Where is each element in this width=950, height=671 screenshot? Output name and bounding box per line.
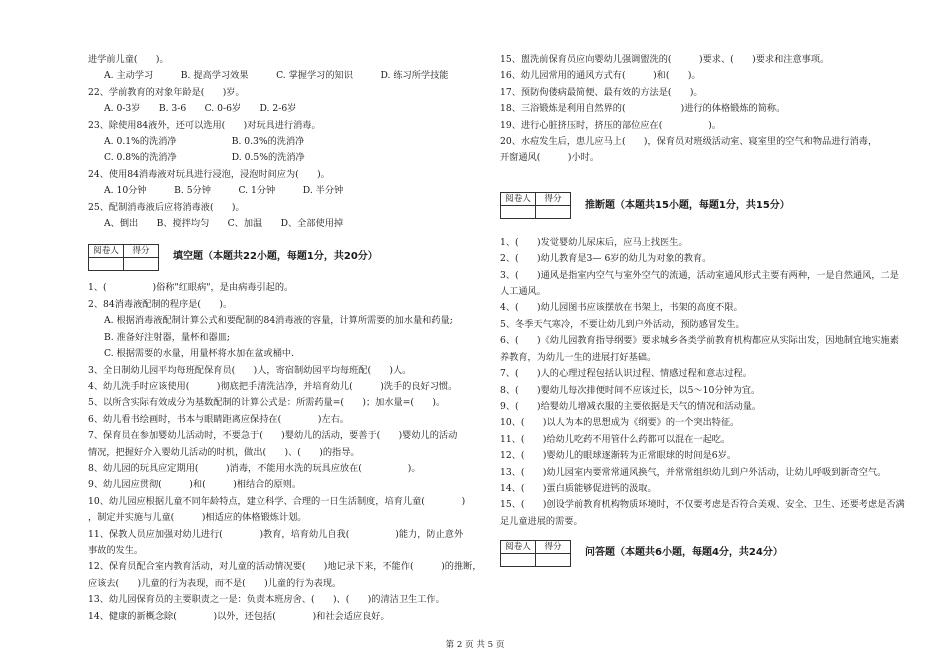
- question-line: 20、水痘发生后，患儿应马上( )，保育员对班级活动室、寝室里的空气和物品进行消毒，: [500, 136, 878, 148]
- reviewer-label: 阅卷人: [501, 193, 536, 206]
- question-line: 4、( )幼儿园图书应该摆放在书架上，书架的高度不限。: [500, 302, 743, 314]
- question-line: ，制定并实施与儿童( )相适应的体格锻炼计划。: [88, 512, 307, 524]
- question-line: 进学前儿童( )。: [88, 54, 169, 65]
- question-line: 8、幼儿园的玩具应定期用( )消毒，不能用水洗的玩具应放在( )。: [88, 462, 421, 474]
- question-line: B. 准备好注射器，量杯和器皿;: [104, 331, 230, 343]
- question-line: 情况，把握好介入婴幼儿活动的时机，做出( )、( )的指导。: [88, 446, 360, 458]
- question-line: 14、健康的新概念除( )以外，还包括( )和社会适应良好。: [88, 610, 390, 622]
- judge-section-header: [500, 191, 905, 221]
- question-line: 7、( )人的心理过程包括认识过程、情感过程和意志过程。: [500, 368, 752, 380]
- page-footer: 第 2 页 共 5 页: [445, 640, 505, 650]
- question-line: 6、幼儿看书绘画时，书本与眼睛距离应保持在( )左右。: [88, 413, 350, 425]
- question-line: 25、配制消毒液后应将消毒液( )。: [88, 201, 245, 213]
- question-line: C. 0.8%的洗消净 D. 0.5%的洗消净: [104, 152, 305, 164]
- score-cell: [536, 206, 571, 219]
- question-line: 3、( )通风是指室内空气与室外空气的流通，活动室通风形式主要有两种，一是自然通风，二是人工通风。: [500, 269, 899, 298]
- question-line: C. 根据需要的水量，用量杯将水加在盆或桶中.: [104, 348, 295, 360]
- question-line: A. 0.1%的洗消净 B. 0.3%的洗消净: [104, 136, 305, 148]
- question-line: 5、冬季天气寒冷，不要让幼儿到户外活动，预防感冒发生。: [500, 318, 745, 330]
- question-line: 3、全日制幼儿园平均每班配保育员( )人，寄宿制幼园平均每班配( )人。: [88, 364, 412, 376]
- score-label: 得分: [536, 540, 571, 553]
- question-line: 11、保教人员应加强对幼儿进行( )教育，培育幼儿自我( )能力，防止意外: [88, 528, 464, 540]
- reviewer-cell: [501, 206, 536, 219]
- mcq-block: [88, 52, 488, 232]
- question-line: 8、( )婴幼儿每次排便时间不应该过长，以5～10分钟为宜。: [500, 384, 761, 396]
- question-line: 事故的发生。: [88, 544, 144, 556]
- score-label: 得分: [536, 193, 571, 206]
- score-label: 得分: [124, 244, 159, 257]
- score-box: [500, 540, 571, 567]
- question-line: A. 主动学习 B. 提高学习效果 C. 掌握学习的知识 D. 练习所学技能: [104, 70, 449, 82]
- question-line: A. 0-3岁 B. 3-6 C. 0-6岁 D. 2-6岁: [104, 103, 297, 115]
- score-box: [500, 192, 571, 219]
- question-line: 12、保育员配合室内教育活动，对儿童的活动情况要( )地记录下来，不能作( )的推断，: [88, 561, 482, 573]
- question-line: 2、( )幼儿教育是3— 6岁的幼儿为对象的教育。: [500, 253, 712, 265]
- section-title-judge: 推断题（本题共15小题，每题1分，共15分）: [585, 199, 790, 211]
- question-line: 7、保育员在参加婴幼儿活动时，不要急于( )婴幼儿的活动，要善于( )婴幼儿的活动: [88, 430, 458, 442]
- qa-section-header: [500, 538, 905, 568]
- question-line: 14、( )蛋白质能够促进钙的汲取。: [500, 482, 657, 494]
- question-line: 2、84消毒液配制的程序是( )。: [88, 298, 233, 310]
- score-cell: [124, 257, 159, 270]
- score-box: [88, 244, 159, 271]
- question-line: 5、以所含实际有效成分为基数配制的计算公式是：所需药量=( )；加水量=( )。: [88, 397, 446, 409]
- question-line: 开窗通风( )小时。: [500, 152, 600, 164]
- question-line: 10、幼儿园应根据儿童不同年龄特点，建立科学、合理的一日生活制度，培育儿童( ): [88, 495, 466, 507]
- question-line: 应该去( )儿童的行为表现，而不是( )儿童的行为表现。: [88, 577, 342, 589]
- question-line: 9、( )给婴幼儿增减衣服的主要依据是天气的情况和活动量。: [500, 400, 762, 412]
- question-line: 24、使用84消毒液对玩具进行浸泡，浸泡时间应为( )。: [88, 168, 330, 180]
- left-column: [88, 52, 488, 625]
- reviewer-label: 阅卷人: [501, 540, 536, 553]
- question-line: 12、( )婴幼儿的眼球逐渐转为正常眼球的时间是6岁。: [500, 450, 737, 462]
- question-line: 15、盥洗前保育员应向婴幼儿强调盥洗的( )要求、( )要求和注意事项。: [500, 54, 830, 65]
- question-line: 10、( )以人为本的思想成为《纲要》的一个突出特征。: [500, 417, 740, 429]
- question-line: 9、幼儿园应贯彻( )和( )相结合的原则。: [88, 479, 302, 491]
- section-title-fill: 填空题（本题共22小题，每题1分，共20分）: [173, 251, 378, 263]
- reviewer-label: 阅卷人: [89, 244, 124, 257]
- fill-continued-block: [500, 52, 905, 167]
- right-column: [500, 52, 905, 576]
- question-line: 19、进行心脏挤压时，挤压的部位应在( )。: [500, 119, 721, 131]
- question-line: 18、三浴锻炼是利用自然界的( )进行的体格锻炼的简称。: [500, 103, 786, 115]
- question-line: 15、( )创设学前教育机构物质环境时，不仅要考虑是否符合美观、安全、卫生、还要考虑是否满足儿童进展的需要。: [500, 499, 905, 527]
- question-line: 13、( )幼儿园室内要常常通风换气，并常常组织幼儿到户外活动，让幼儿呼吸到新奇空气。: [500, 466, 887, 478]
- question-line: 17、预防佝偻病最简便、最有效的方法是( )。: [500, 86, 703, 98]
- section-title-qa: 问答题（本题共6小题，每题4分，共24分）: [585, 546, 783, 558]
- question-line: 23、除使用84液外，还可以选用( )对玩具进行消毒。: [88, 119, 321, 131]
- score-cell: [536, 553, 571, 566]
- question-line: A、倒出 B、搅拌均匀 C、加温 D、全部使用掉: [104, 218, 344, 230]
- reviewer-cell: [89, 257, 124, 270]
- question-line: 11、( )给幼儿吃药不用管什么药都可以混在一起吃。: [500, 433, 731, 445]
- fill-block: [88, 280, 488, 625]
- question-line: 1、( )俗称"红眼病"，是由病毒引起的。: [88, 282, 294, 294]
- question-line: A. 根据消毒液配制计算公式和要配制的84消毒液的容量，计算所需要的加水量和药量;: [104, 315, 453, 327]
- question-line: 13、幼儿园保育员的主要职责之一是：负责本班房舍、( )、( )的清洁卫生工作。: [88, 594, 445, 606]
- fill-section-header: [88, 242, 488, 272]
- question-line: 16、幼儿园常用的通风方式有( )和( )。: [500, 70, 701, 82]
- question-line: A. 10分钟 B. 5分钟 C. 1分钟 D. 半分钟: [104, 185, 344, 197]
- question-line: 1、( )发觉婴幼儿尿床后，应马上找医生。: [500, 236, 688, 248]
- judge-block: [500, 235, 905, 530]
- question-line: 4、幼儿洗手时应该使用( )彻底把手清洗洁净，并培育幼儿( )洗手的良好习惯。: [88, 380, 458, 392]
- question-line: 6、( )《幼儿园教育指导纲要》要求城乡各类学前教育机构都应从实际出发，因地制宜地实施素养教育，为幼儿一生的进展打好基础。: [500, 335, 899, 363]
- reviewer-cell: [501, 553, 536, 566]
- question-line: 22、学前教育的对象年龄是( )岁。: [88, 86, 245, 98]
